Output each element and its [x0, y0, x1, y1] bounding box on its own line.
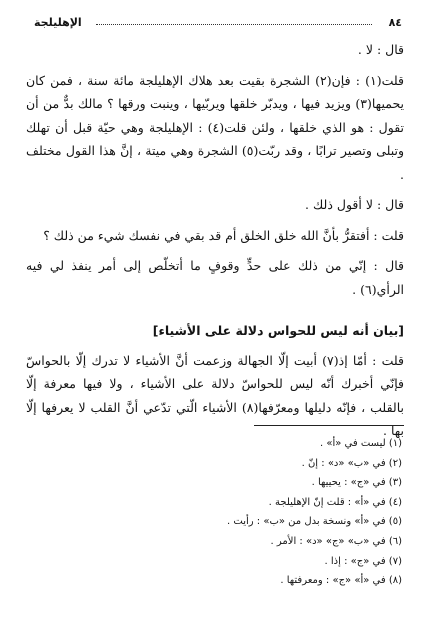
footnote: (١) ليست في «أ» .	[319, 438, 402, 449]
running-title: الإهليلجة	[34, 16, 82, 29]
section-paragraph: قلت : أمّا إذ(٧) أبيت إلّا الجهالة وزعمت أنَّ الأشياء لا تدرك إلّا بالحواسّ فإنّي أخبرك أنّه ليس للحواسّ دلالة على الأشياء ، ولا فيها معرفة إلّا بالقلب ، فإنّه دليلها ومعرّفها(٨) الأشياء الّتي تدّعي أنَّ القلب لا يعرفها إلّا بها .	[26, 352, 404, 438]
page-number: ٨٤	[388, 16, 402, 29]
dialogue-line: قال : إنّي من ذلك على حدٍّ وقوفٍ ما أتخلّص إلى أمر ينفذ لي فيه الرأي(٦) .	[26, 258, 404, 297]
footnote: (٦) في «ب» «ج» «د» : الأمر .	[270, 535, 402, 547]
footnotes	[26, 434, 402, 591]
footnote: (٣) في «ج» : يحييها .	[311, 477, 402, 489]
dialogue-line: قلت : أفتقرُّ بأنَّ الله خلق الخلق أم قد بقي في نفسك شيء من ذلك ؟	[43, 227, 404, 243]
footnote: (٢) في «ب» «د» : إنّ .	[301, 457, 402, 469]
footnote: (٨) في «أ» «ج» : ومعرفتها .	[280, 575, 402, 587]
page-body	[26, 38, 404, 443]
footnote: (٧) في «ج» : إذا .	[324, 555, 402, 567]
dialogue-line: قال : لا أقول ذلك .	[305, 197, 404, 212]
footnote-separator	[254, 425, 404, 426]
page-header	[34, 16, 402, 32]
section-heading: [بيان أنه ليس للحواس دلالة على الأشياء]	[152, 323, 404, 338]
paragraph: قلت(١) : فإن(٢) الشجرة بقيت بعد هلاك الإهليلجة مائة سنة ، فمن كان يحميها(٣) ويزيد فيها ، ويدبّر خلقها ويربّيها ، وينبت ورقها ؟ مالك بدٌّ من أن تقول : هو الذي خلقها ، ولئن قلت(٤) : الإهليلجة وهي حيّة قبل أن تهلك وتبلى وتصير ترابًا ، وقد ربّت(٥) الشجرة وهي ميتة ، إنَّ هذا القول مختلف .	[26, 72, 404, 182]
header-dotted-leader	[96, 24, 372, 25]
dialogue-line: قال : لا .	[357, 42, 404, 57]
footnote: (٤) في «أ» : قلت إنّ الإهليلجة .	[268, 496, 402, 508]
footnote: (٥) في «أ» ونسخة بدل من «ب» : رأيت .	[227, 516, 402, 528]
